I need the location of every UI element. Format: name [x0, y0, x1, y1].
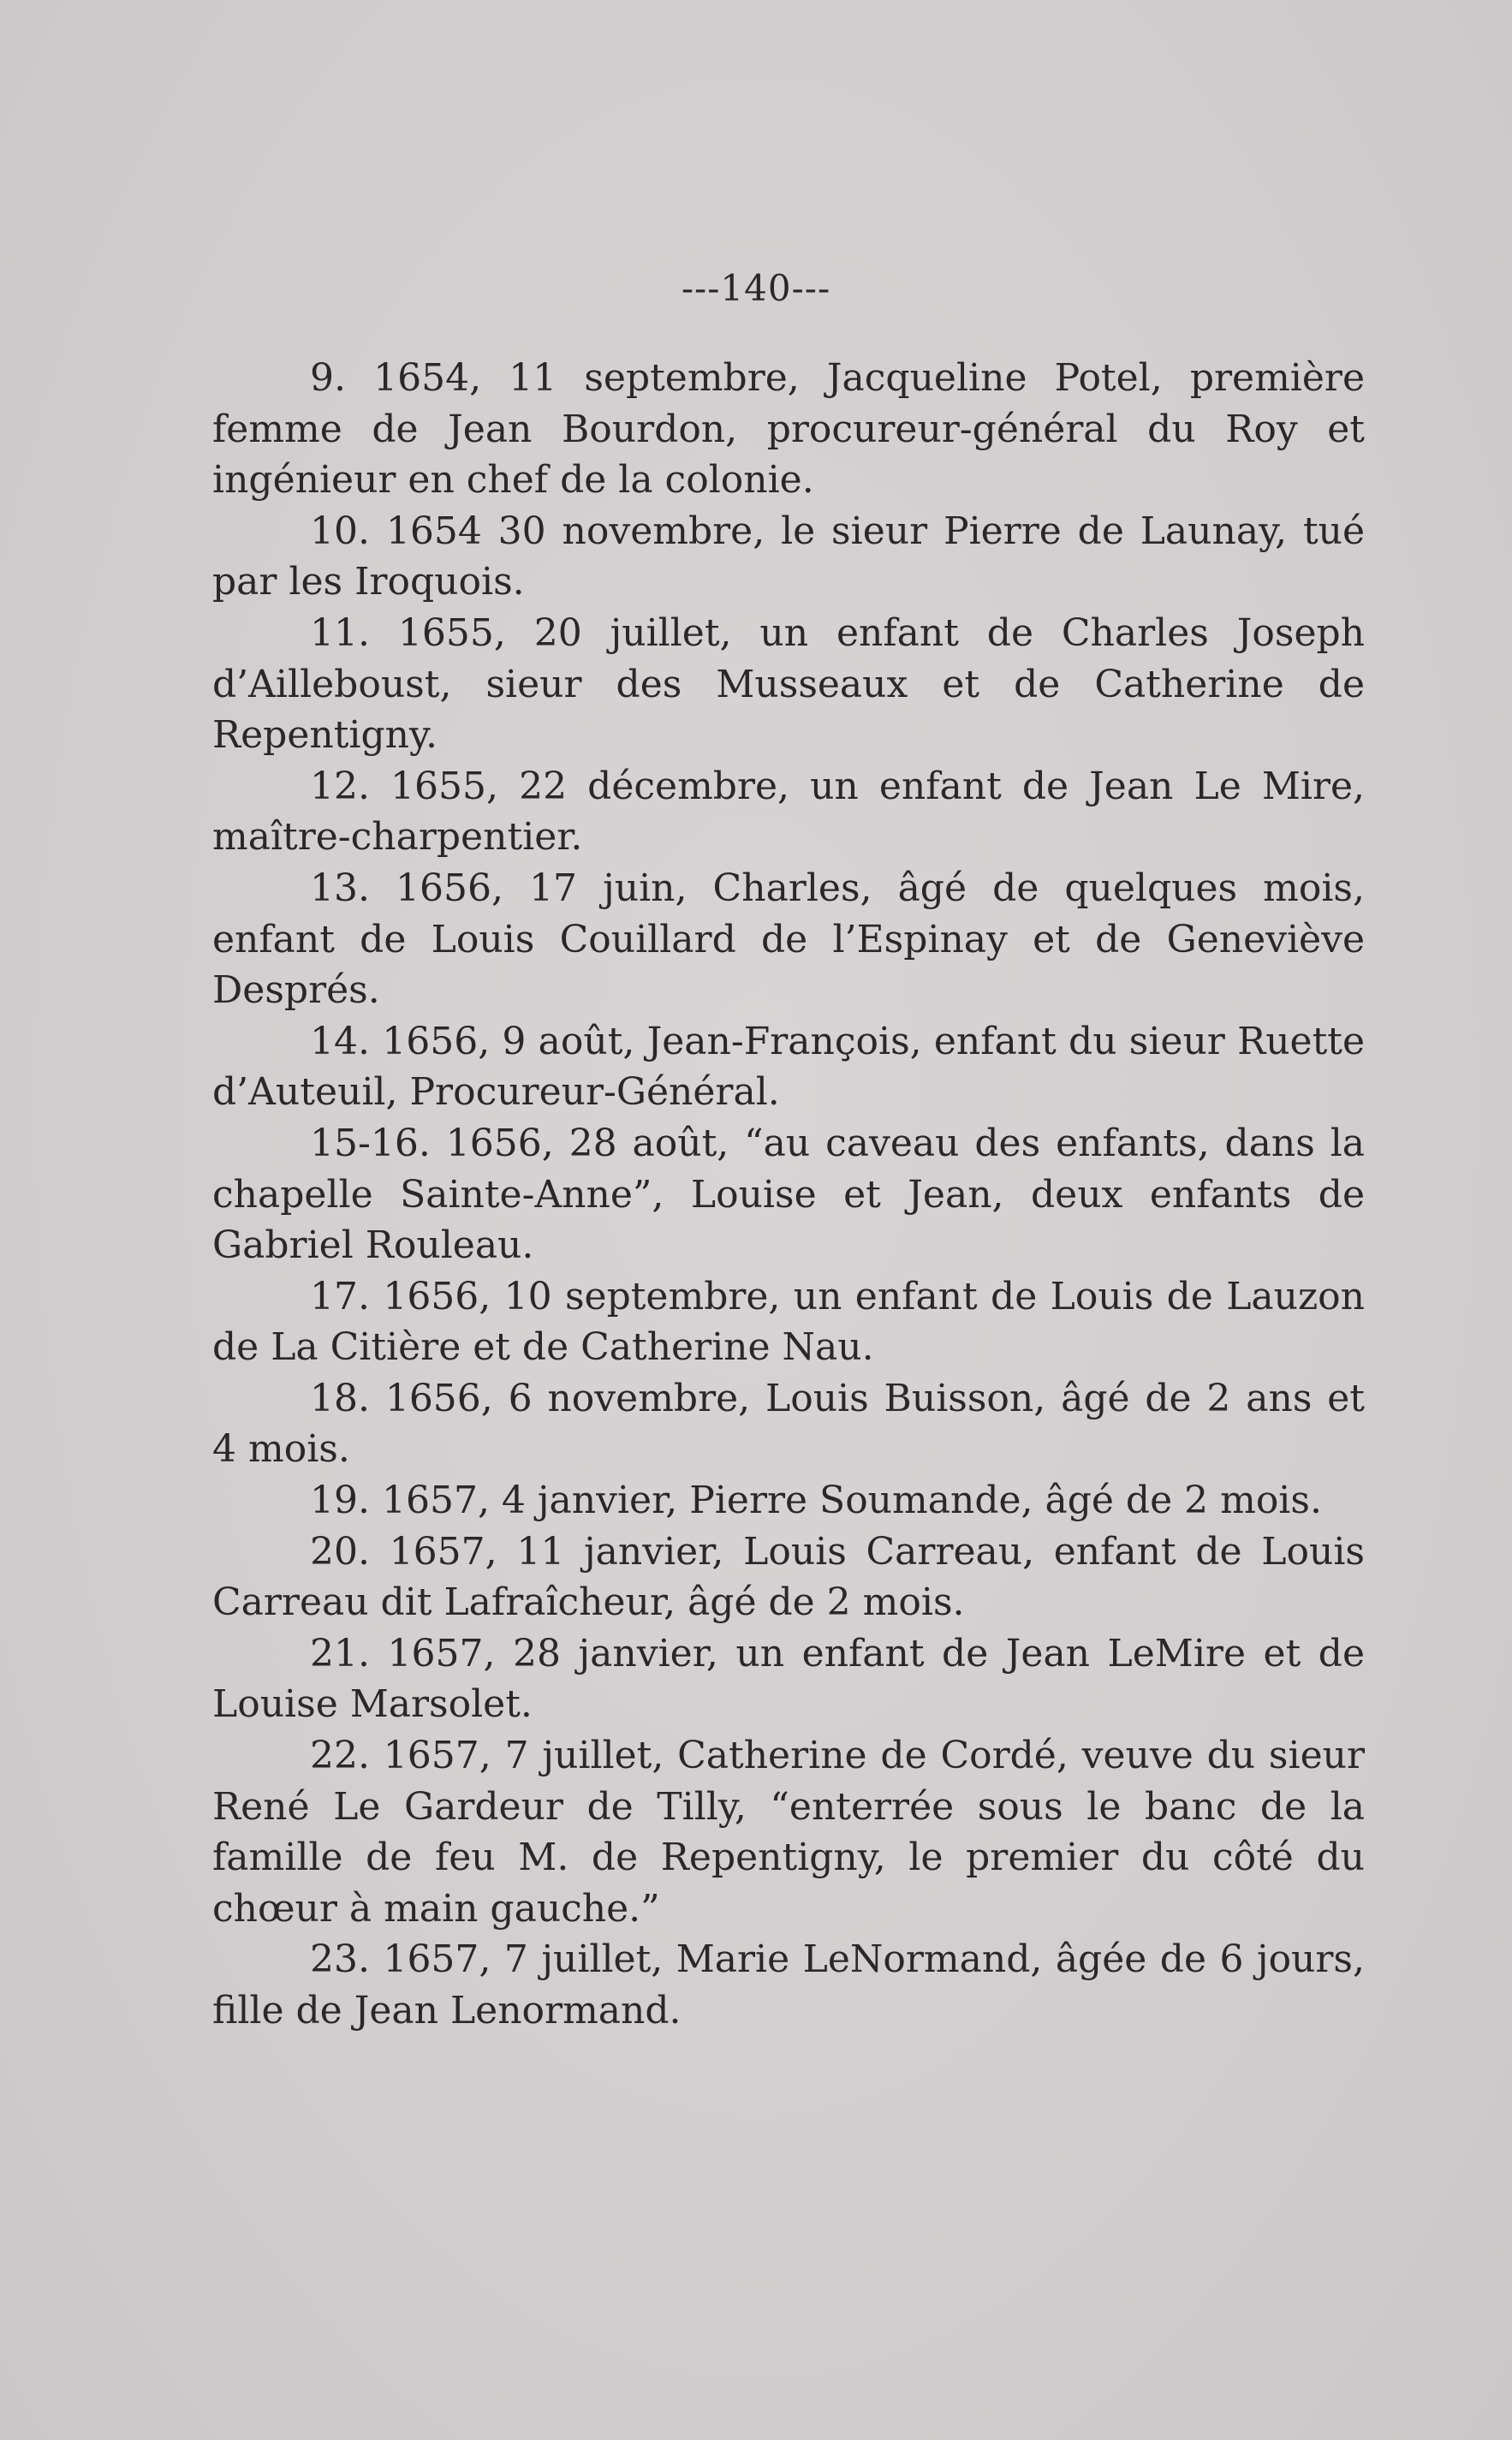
- entry-23: 23. 1657, 7 juillet, Marie LeNormand, âgée de 6 jours, fille de Jean Lenormand.: [212, 1937, 1365, 2032]
- entry-10: 10. 1654 30 novembre, le sieur Pierre de Launay, tué par les Iroquois.: [212, 509, 1365, 604]
- burial-entries-list: [212, 353, 1365, 2037]
- entry-19: 19. 1657, 4 janvier, Pierre Soumande, âgé de 2 mois.: [310, 1479, 1322, 1523]
- entry-15-16: 15-16. 1656, 28 août, “au caveau des enfants, dans la chapelle Sainte-Anne”, Louise et Jean, deux enfants de Gabriel Rouleau.: [212, 1121, 1365, 1268]
- entry-17: 17. 1656, 10 septembre, un enfant de Louis de Lauzon de La Citière et de Catherine Nau.: [212, 1274, 1365, 1370]
- entry-18: 18. 1656, 6 novembre, Louis Buisson, âgé de 2 ans et 4 mois.: [212, 1376, 1365, 1472]
- entry-13: 13. 1656, 17 juin, Charles, âgé de quelques mois, enfant de Louis Couillard de l’Espinay et de Geneviève Després.: [212, 866, 1365, 1013]
- entry-9: 9. 1654, 11 septembre, Jacqueline Potel, première femme de Jean Bourdon, procureur-général du Roy et ingénieur en chef de la colonie.: [212, 356, 1365, 503]
- entry-14: 14. 1656, 9 août, Jean-François, enfant du sieur Ruette d’Auteuil, Procureur-Général.: [212, 1019, 1365, 1115]
- page-number: ---140---: [681, 267, 831, 309]
- entry-20: 20. 1657, 11 janvier, Louis Carreau, enfant de Louis Carreau dit Lafraîcheur, âgé de 2 mois.: [212, 1529, 1365, 1625]
- entry-11: 11. 1655, 20 juillet, un enfant de Charles Joseph d’Ailleboust, sieur des Musseaux et de Catherine de Repentigny.: [212, 610, 1365, 758]
- entry-21: 21. 1657, 28 janvier, un enfant de Jean LeMire et de Louise Marsolet.: [212, 1631, 1365, 1727]
- entry-22: 22. 1657, 7 juillet, Catherine de Cordé, veuve du sieur René Le Gardeur de Tilly, “enterrée sous le banc de la famille de feu M. de Repentigny, le premier du côté du chœur à main gauche.”: [212, 1734, 1365, 1931]
- entry-12: 12. 1655, 22 décembre, un enfant de Jean Le Mire, maître-charpentier.: [212, 764, 1365, 860]
